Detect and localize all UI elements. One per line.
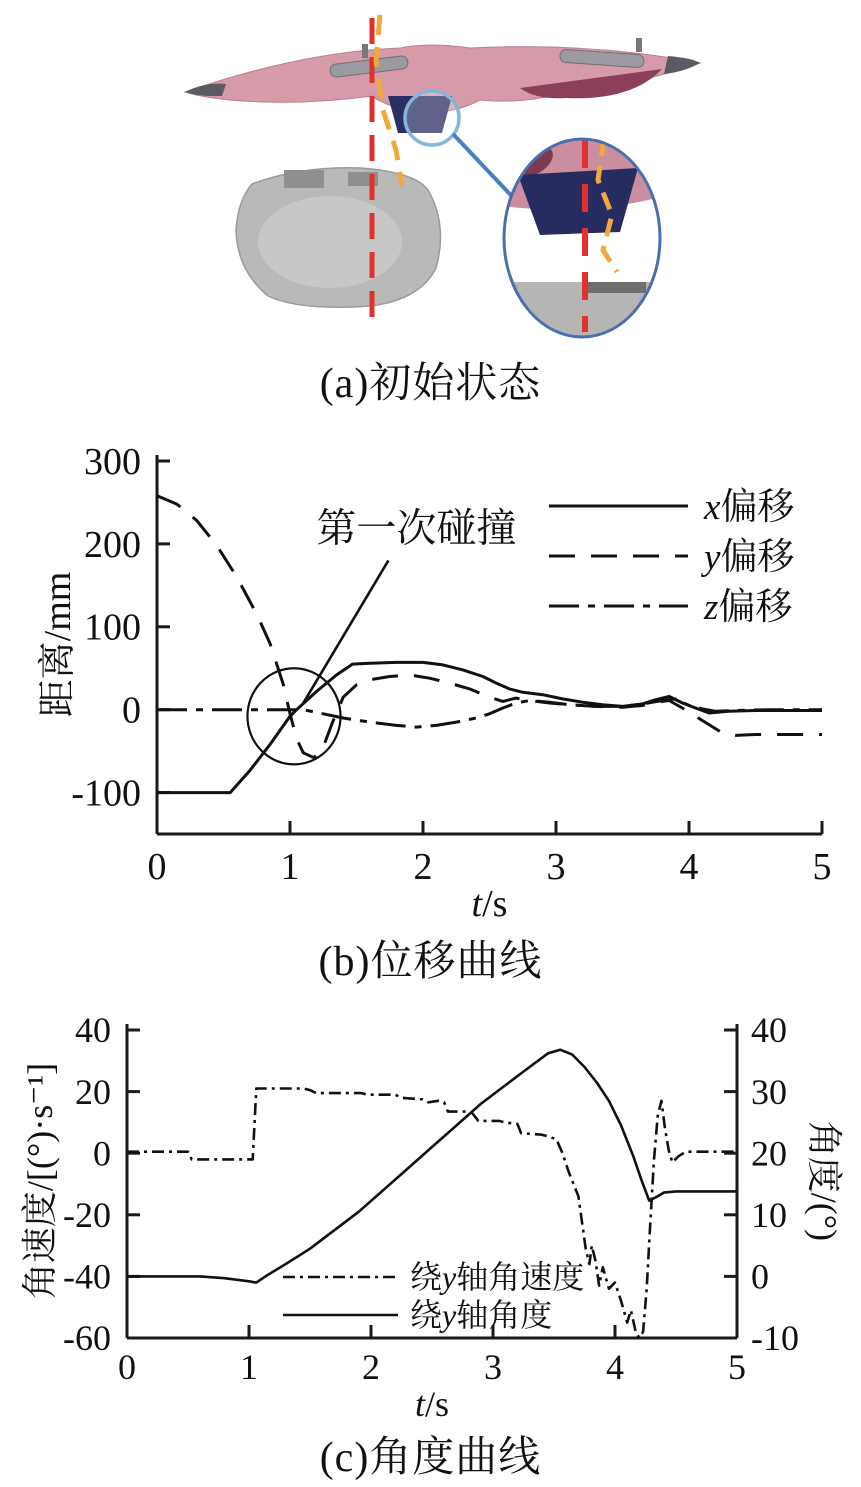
right-y-axis-label: 角度/(°) [804,1120,844,1242]
x-axis-label: t/s [414,1384,450,1424]
initial-state-illustration [0,0,861,345]
y-tick-label: 20 [75,1071,111,1112]
x-tick-label: 2 [362,1347,380,1387]
right-y-tick-label: 30 [751,1071,787,1112]
legend-label-x偏移: x偏移 [704,486,795,528]
uav-antenna-left [362,44,368,58]
legend-label-z偏移: z偏移 [704,586,793,628]
series-绕y轴角度 [127,1050,737,1283]
caption-a: (a)初始状态 [319,361,542,407]
highlight-circle [405,91,459,145]
right-y-tick-label: 20 [751,1133,787,1174]
x-tick-label: 1 [240,1347,258,1387]
x-tick-label: 5 [812,846,832,888]
caption-b: (b)位移曲线 [318,939,543,985]
legend-label-y偏移: y偏移 [704,536,795,578]
x-tick-label: 2 [413,846,433,888]
right-y-tick-label: 40 [751,1010,787,1051]
hull-hatch-left [284,170,324,188]
x-tick-label: 5 [728,1347,746,1387]
annotation-leader [303,560,388,703]
y-tick-label: -60 [63,1318,111,1359]
x-tick-label: 4 [606,1347,624,1387]
x-tick-label: 4 [679,846,699,888]
y-tick-label: -20 [63,1195,111,1236]
x-tick-label: 3 [484,1347,502,1387]
y-axis-label: 距离/mm [37,571,79,718]
y-tick-label: 40 [75,1010,111,1051]
y-tick-label: 200 [84,523,141,566]
hull-sheen [258,196,402,288]
y-tick-label: -40 [63,1256,111,1297]
series-x偏移 [157,662,822,792]
displacement-chart [0,428,861,928]
caption-c: (c)角度曲线 [319,1435,542,1481]
mag-platform-edge [588,282,646,293]
annotation-circle [247,668,340,764]
x-tick-label: 1 [280,846,300,888]
uav-antenna-right [636,38,642,52]
right-y-tick-label: -10 [751,1318,799,1359]
y-tick-label: 0 [93,1133,111,1174]
x-tick-label: 0 [118,1347,136,1387]
right-y-tick-label: 0 [751,1256,769,1297]
y-axis-label: 角速度/[(°)·s⁻¹] [20,1062,60,1300]
magnified-view [486,132,665,340]
annotation-text: 第一次碰撞 [316,505,517,551]
y-tick-label: 300 [84,440,141,483]
legend-label-绕y轴角速度: 绕y轴角速度 [410,1259,585,1296]
y-tick-label: -100 [71,772,141,815]
angle-chart [0,1000,861,1424]
y-tick-label: 100 [84,606,141,649]
right-y-tick-label: 10 [751,1195,787,1236]
capture-hull [236,168,441,307]
legend-label-绕y轴角度: 绕y轴角度 [410,1297,553,1334]
x-axis-label: t/s [471,883,508,925]
x-tick-label: 3 [546,846,566,888]
y-tick-label: 0 [122,689,141,732]
x-tick-label: 0 [147,846,167,888]
uav-wingtip-right [664,56,700,74]
